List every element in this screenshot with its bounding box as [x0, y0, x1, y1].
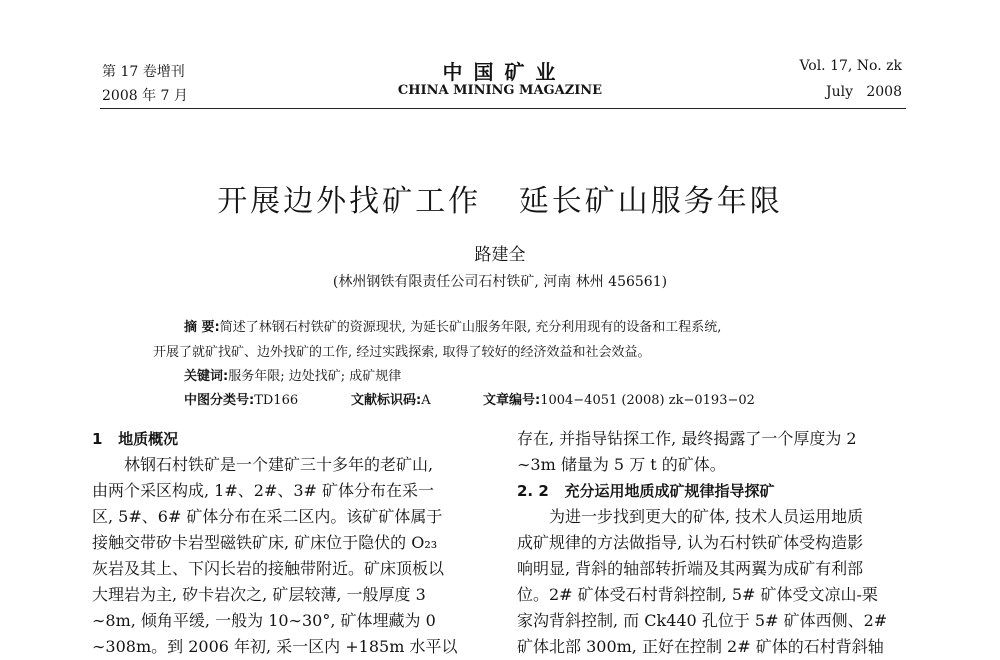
doc-code-line: [351, 389, 431, 408]
issue-right: Vol. 17, No. zk: [799, 58, 902, 74]
issue-left: 第 17 卷增刊: [102, 64, 185, 80]
body-line: 矿体北部 300m, 正好在控制 2# 矿体的石村背斜轴: [517, 637, 884, 656]
body-line: 灰岩及其上、下闪长岩的接触带附近。矿床顶板以: [92, 559, 445, 578]
keywords-label: 关键词:: [184, 369, 229, 384]
section-heading-2-2: 2. 2 充分运用地质成矿规律指导探矿: [517, 482, 775, 500]
body-line: 为进一步找到更大的矿体, 技术人员运用地质: [549, 507, 864, 526]
abstract-line-2: 开展了就矿找矿、边外找矿的工作, 经过实践探索, 取得了较好的经济效益和社会效益。: [153, 345, 651, 360]
body-line: ∼3m 储量为 5 万 t 的矿体。: [517, 455, 726, 474]
abstract-label: 摘 要:: [184, 320, 220, 335]
keywords-text: 服务年限; 边处找矿; 成矿规律: [228, 369, 402, 384]
affiliation: (林州钢铁有限责任公司石村铁矿, 河南 林州 456561): [332, 274, 668, 290]
article-title: 开展边外找矿工作 延长矿山服务年限: [217, 184, 783, 219]
body-line: 成矿规律的方法做指导, 认为石村铁矿体受构造影: [517, 533, 864, 552]
body-line: 存在, 并指导钻探工作, 最终揭露了一个厚度为 2: [517, 429, 857, 448]
body-line: 位。2# 矿体受石村背斜控制, 5# 矿体受文凉山-栗: [517, 585, 878, 604]
article-no-label: 文章编号:: [483, 393, 541, 408]
keywords-line: [184, 365, 401, 384]
body-line: 大理岩为主, 矽卡岩次之, 矿层较薄, 一般厚度 3: [92, 585, 426, 604]
body-line: 接触交带矽卡岩型磁铁矿床, 矿床位于隐伏的 O₂₃: [92, 533, 438, 552]
right-column: [517, 426, 917, 660]
author: 路建全: [474, 245, 526, 265]
journal-name-cn: 中 国 矿 业: [442, 60, 558, 84]
clc-label: 中图分类号:: [184, 393, 255, 408]
body-line: 区, 5#、6# 矿体分布在采二区内。该矿矿体属于: [92, 507, 443, 526]
body-line: ∼308m。到 2006 年初, 采一区内 +185m 水平以: [92, 637, 458, 656]
article-no-value: 1004−4051 (2008) zk−0193−02: [540, 393, 755, 408]
abstract-line-1: [184, 316, 721, 335]
section-heading-1: 1 地质概况: [92, 430, 179, 448]
body-line: 由两个采区构成, 1#、2#、3# 矿体分布在采一: [92, 481, 435, 500]
doc-code-value: A: [421, 393, 431, 408]
left-column: [92, 426, 492, 660]
journal-name-en: CHINA MINING MAGAZINE: [397, 83, 603, 98]
body-line: ∼8m, 倾角平缓, 一般为 10∼30°, 矿体埋藏为 0: [92, 611, 436, 630]
body-line: 林钢石村铁矿是一个建矿三十多年的老矿山,: [124, 455, 434, 474]
abstract-text-1: 简述了林钢石村铁矿的资源现状, 为延长矿山服务年限, 充分利用现有的设备和工程系统,: [219, 320, 722, 335]
classification-line: [184, 389, 298, 408]
body-line: 响明显, 背斜的轴部转折端及其两翼为成矿有利部: [517, 559, 864, 578]
date-left: 2008 年 7 月: [102, 88, 188, 104]
clc-value: TD166: [254, 393, 299, 408]
article-no-line: [483, 389, 755, 408]
body-line: 家沟背斜控制, 而 Ck440 孔位于 5# 矿体西侧、2#: [517, 611, 888, 630]
date-right: July 2008: [826, 84, 902, 100]
doc-code-label: 文献标识码:: [351, 393, 422, 408]
header-rule: [100, 108, 906, 109]
